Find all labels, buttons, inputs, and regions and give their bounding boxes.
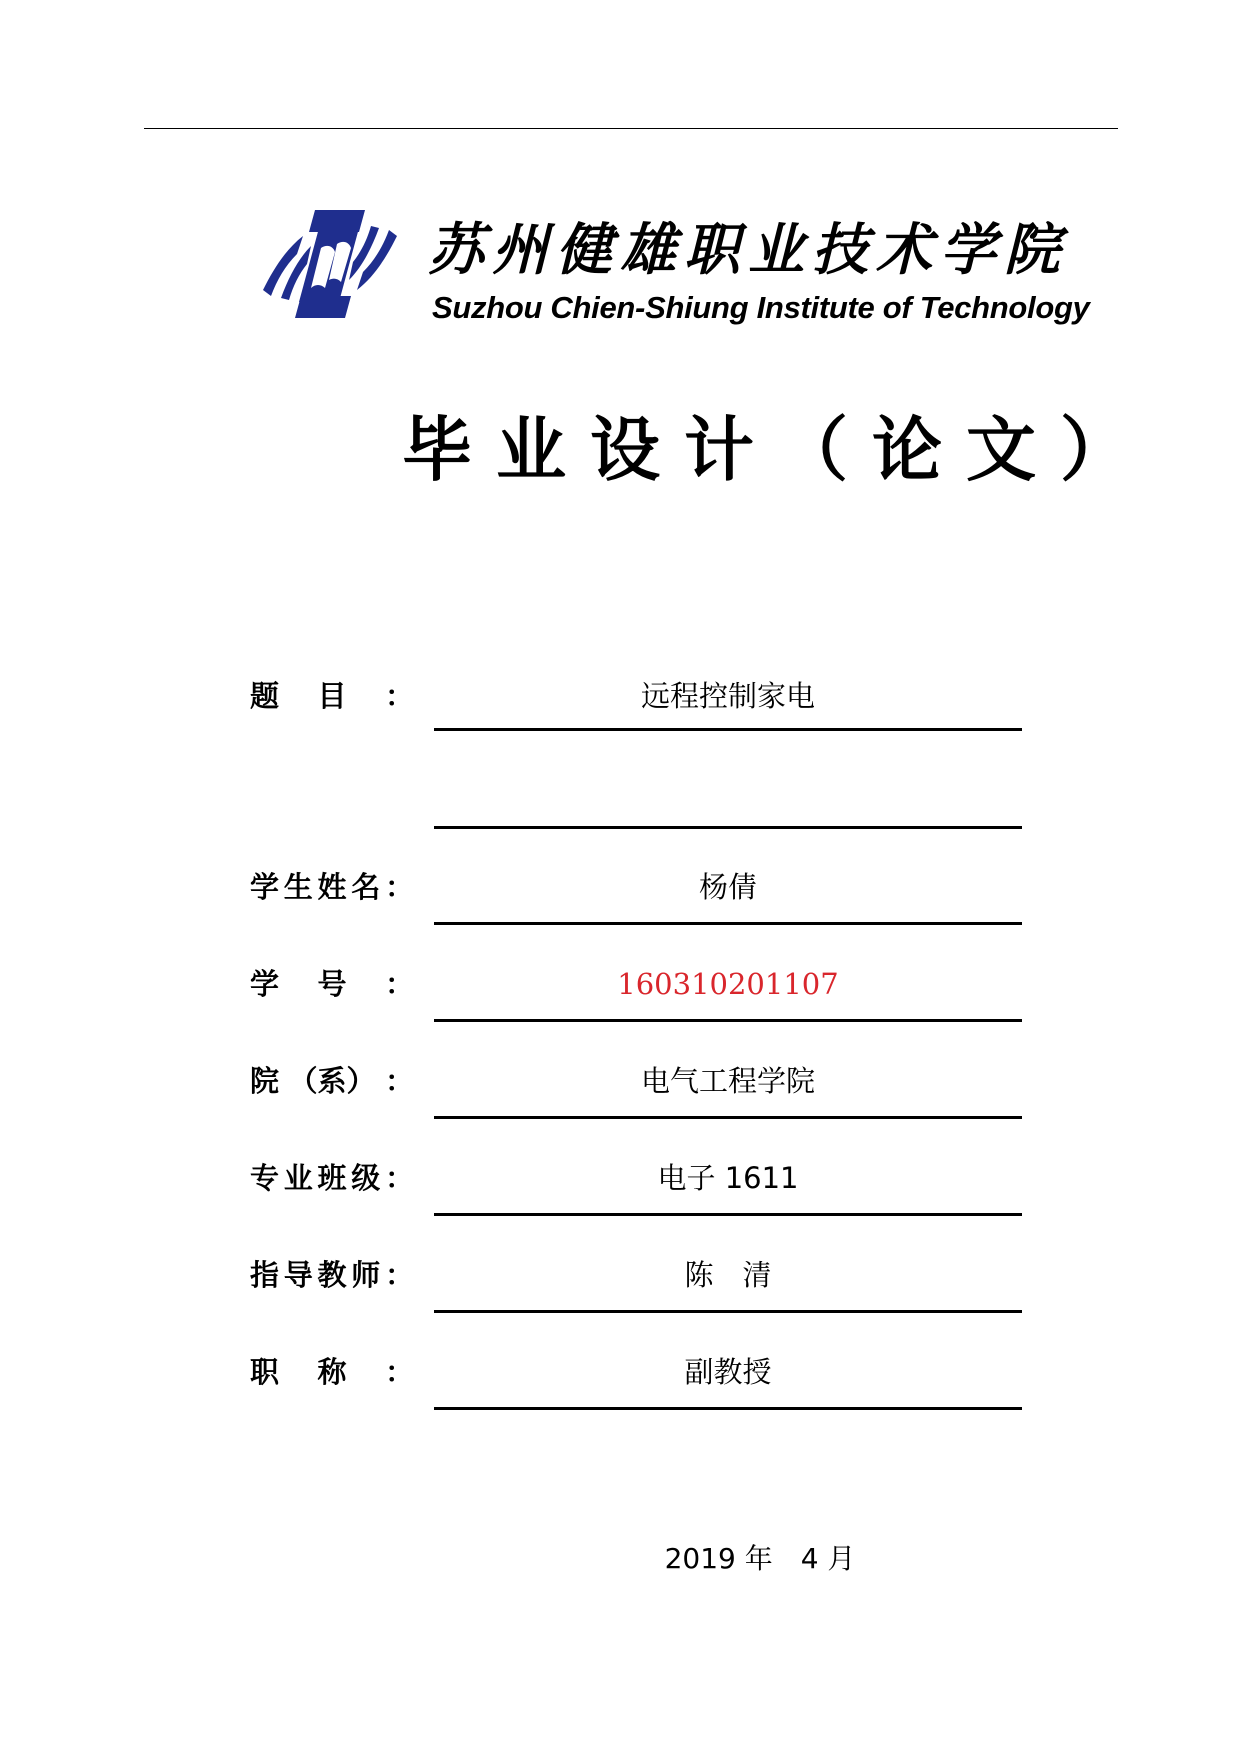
header-rule (144, 128, 1118, 129)
label-colon: ： (384, 1258, 414, 1292)
underline-title-rank (434, 1407, 1022, 1410)
label-major-class (250, 1158, 414, 1198)
label-student-id (250, 964, 414, 1004)
label-department (250, 1061, 414, 1101)
value-title-rank: 副教授 (684, 1355, 772, 1389)
label-colon: ： (384, 679, 414, 713)
label-char: 师 (351, 1258, 381, 1292)
label-colon: ： (384, 1064, 414, 1098)
school-emblem-logo (263, 210, 397, 318)
label-char: 专 (250, 1161, 280, 1195)
label-char: 职 (250, 1355, 280, 1389)
label-char: 名 (351, 870, 381, 904)
label-char: 学 (250, 967, 280, 1001)
label-char: 学 (250, 870, 280, 904)
label-char: 姓 (317, 870, 347, 904)
label-char: 指 (250, 1258, 280, 1292)
label-char: 称 (317, 1355, 347, 1389)
label-char: 级 (351, 1161, 381, 1195)
underline-department (434, 1116, 1022, 1119)
underline-major-class (434, 1213, 1022, 1216)
label-char: 班 (317, 1161, 347, 1195)
label-colon: ： (384, 967, 414, 1001)
label-student-name (250, 867, 414, 907)
value-topic: 远程控制家电 (640, 679, 815, 713)
page-title: 毕业设计（论文） (402, 409, 1154, 491)
label-colon: ： (384, 1161, 414, 1195)
value-department: 电气工程学院 (640, 1064, 815, 1098)
submission-date: 2019 年 4 月 (664, 1542, 856, 1575)
label-colon: ： (384, 870, 414, 904)
label-char: 院 (250, 1064, 280, 1098)
value-advisor: 陈 清 (684, 1258, 772, 1292)
value-topic-second-line (434, 772, 1022, 816)
label-advisor (250, 1255, 414, 1295)
school-name-english: Suzhou Chien-Shiung Institute of Technology (432, 290, 1090, 325)
school-name-chinese: 苏州健雄职业技术学院 (428, 217, 1068, 283)
label-title-rank (250, 1352, 414, 1392)
underline-topic (434, 728, 1022, 731)
underline-advisor (434, 1310, 1022, 1313)
label-char: 号 (317, 967, 347, 1001)
label-char: 教 (317, 1258, 347, 1292)
label-char: （系） (288, 1064, 376, 1098)
value-major-class: 电子 1611 (657, 1161, 799, 1195)
label-char: 目 (317, 679, 347, 713)
underline-topic-second-line (434, 826, 1022, 829)
label-char: 导 (283, 1258, 313, 1292)
label-topic (250, 676, 414, 716)
label-colon: ： (384, 1355, 414, 1389)
underline-student-id (434, 1019, 1022, 1022)
label-char: 生 (283, 870, 313, 904)
value-student-name: 杨倩 (698, 870, 757, 904)
label-char: 题 (250, 679, 280, 713)
underline-student-name (434, 922, 1022, 925)
label-char: 业 (283, 1161, 313, 1195)
value-student-id: 160310201107 (617, 967, 839, 1001)
